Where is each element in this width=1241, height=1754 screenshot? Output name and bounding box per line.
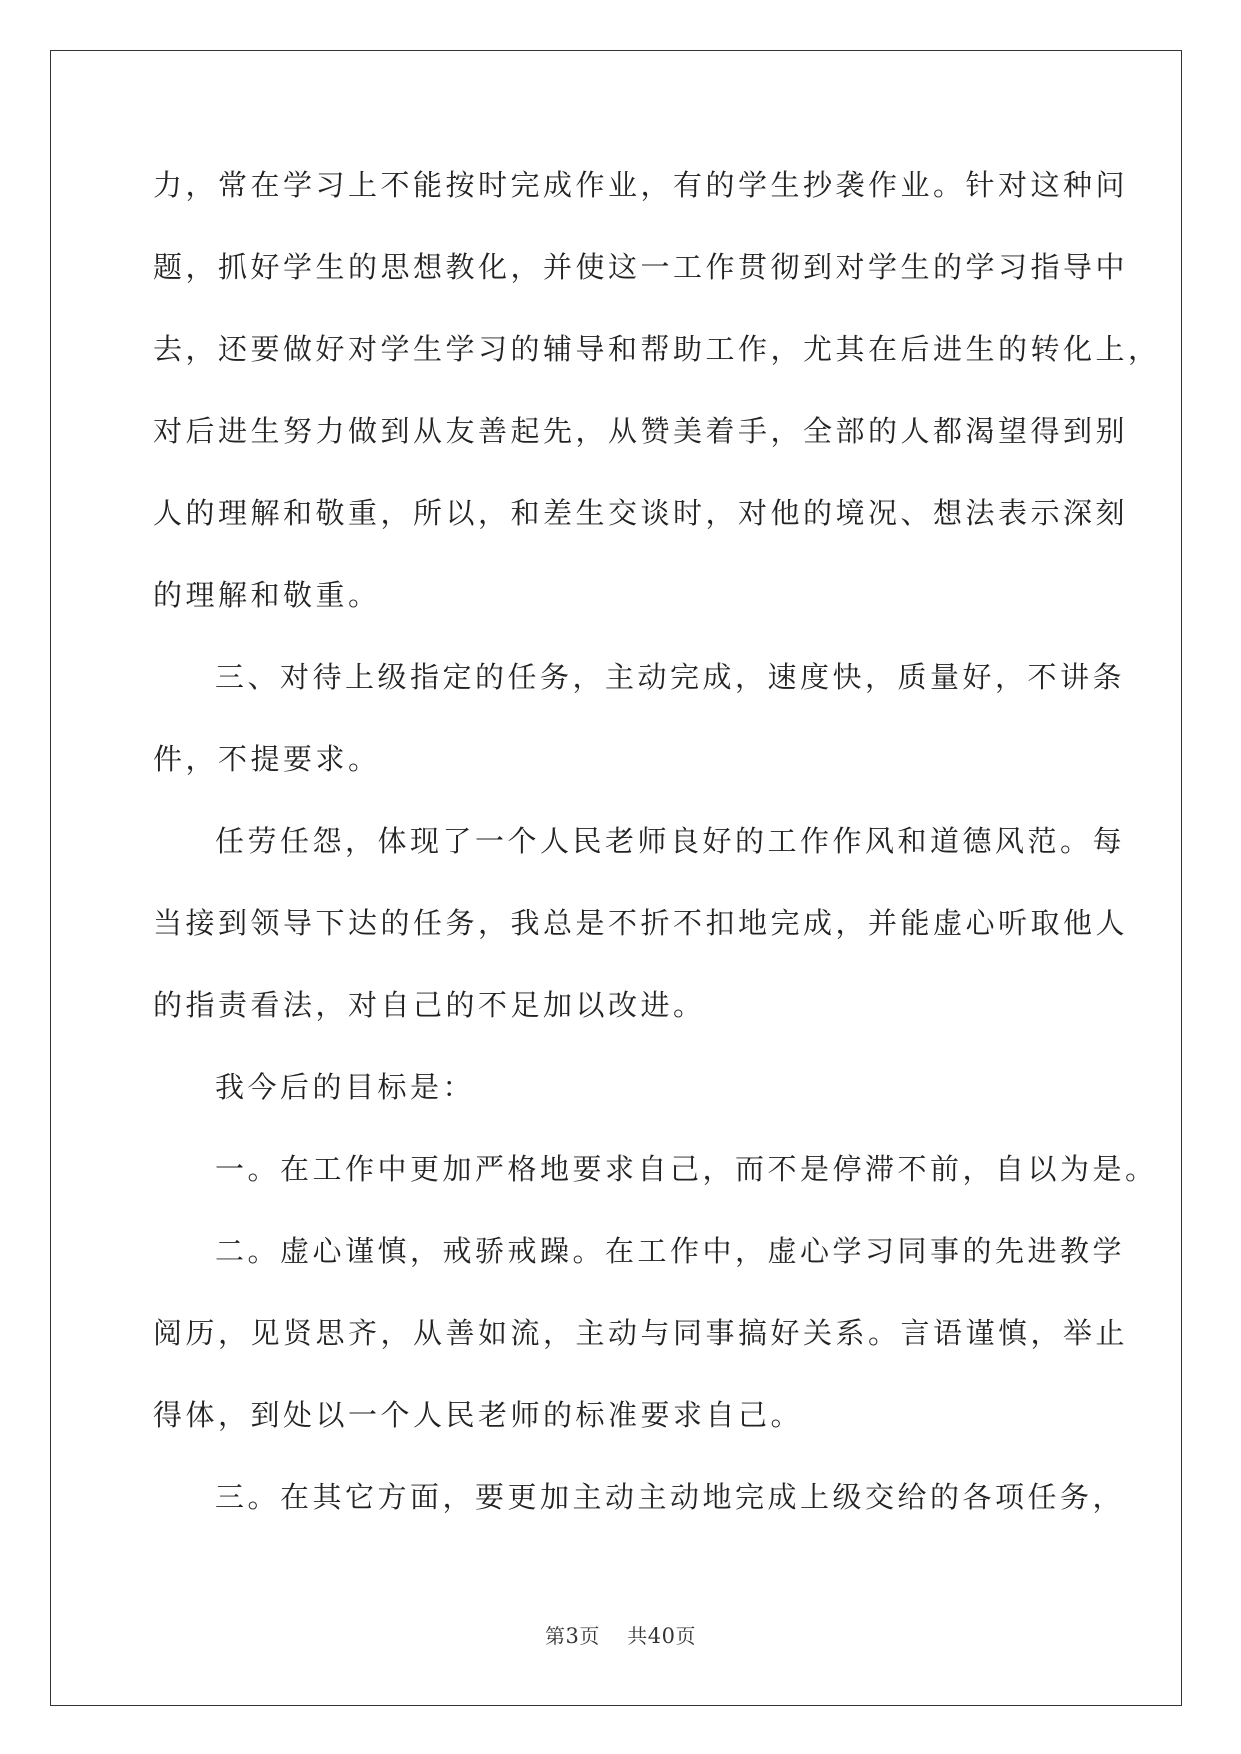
- total-suffix: 页: [675, 1624, 697, 1648]
- page-number: 3: [565, 1624, 580, 1648]
- text-line: 的理解和敬重。: [153, 578, 381, 612]
- total-pages: 40: [647, 1624, 676, 1648]
- text-line-indented: 三。在其它方面，要更加主动主动地完成上级交给的各项任务，: [215, 1480, 1126, 1514]
- document-body: [153, 156, 1161, 1550]
- page-footer: [0, 1620, 1241, 1649]
- text-line: 件，不提要求。: [153, 742, 381, 776]
- text-line: 当接到领导下达的任务，我总是不折不扣地完成，并能虚心听取他人: [153, 906, 1129, 940]
- text-line-indented: 我今后的目标是：: [215, 1070, 476, 1104]
- text-line-indented: 一。在工作中更加严格地要求自己，而不是停滞不前，自以为是。: [215, 1152, 1158, 1186]
- text-line: 得体，到处以一个人民老师的标准要求自己。: [153, 1398, 804, 1432]
- text-line: 力，常在学习上不能按时完成作业，有的学生抄袭作业。针对这种问: [153, 168, 1129, 202]
- text-line: 的指责看法，对自己的不足加以改进。: [153, 988, 706, 1022]
- text-line-indented: 二。虚心谨慎，戒骄戒躁。在工作中，虚心学习同事的先进教学: [215, 1234, 1126, 1268]
- text-line: 去，还要做好对学生学习的辅导和帮助工作，尤其在后进生的转化上，: [153, 332, 1161, 366]
- total-prefix: 共: [627, 1624, 648, 1648]
- text-line: 题，抓好学生的思想教化，并使这一工作贯彻到对学生的学习指导中: [153, 250, 1129, 284]
- text-line-indented: 三、对待上级指定的任务，主动完成，速度快，质量好，不讲条: [215, 660, 1126, 694]
- text-line: 对后进生努力做到从友善起先，从赞美着手，全部的人都渴望得到别: [153, 414, 1129, 448]
- page-prefix: 第: [544, 1624, 566, 1648]
- text-line-indented: 任劳任怨，体现了一个人民老师良好的工作作风和道德风范。每: [215, 824, 1126, 858]
- page-suffix: 页: [579, 1624, 600, 1648]
- text-line: 阅历，见贤思齐，从善如流，主动与同事搞好关系。言语谨慎，举止: [153, 1316, 1129, 1350]
- text-line: 人的理解和敬重，所以，和差生交谈时，对他的境况、想法表示深刻: [153, 496, 1129, 530]
